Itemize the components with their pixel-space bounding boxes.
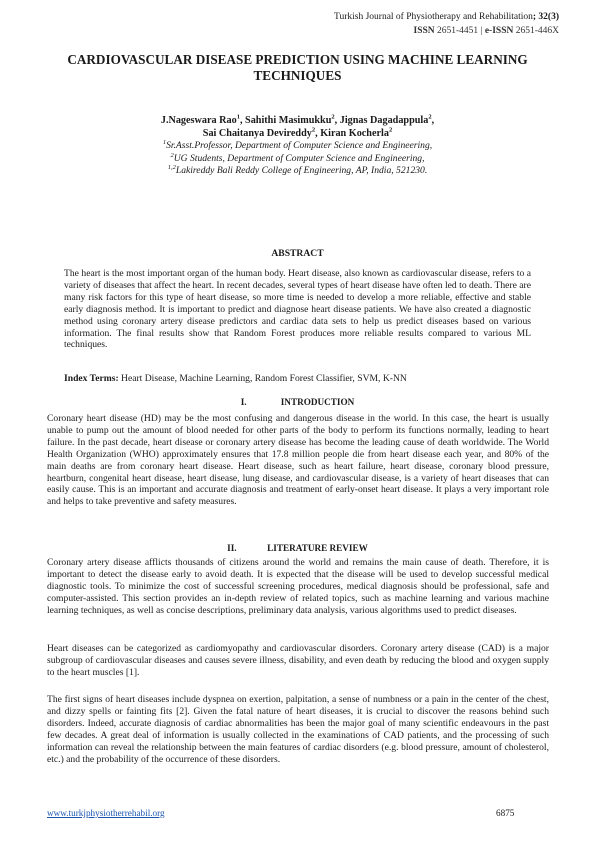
issn-value: 2651-4451 |: [434, 26, 485, 36]
journal-header: [334, 11, 559, 24]
body-paragraph: Coronary heart disease (HD) may be the most confusing and dangerous disease in the world. In this case, the heart is usually unable to pump out the amount of blood needed for other parts of the body to perform its functions normally, leading to heart failure. In the past decade, heart disease or coronary artery disease has become the leading cause of death worldwide. The World Health Organization (WHO) approximately ensures that 17.8 million people die from heart disease each year, and 80% of the main deaths are from coronary heart disease. Heart disease, such as heart failure, heart disease, coronary blood pressure, heartburn, congenital heart disease, heart disease, lung disease, and cardiovascular disease, is a variety of heart diseases that can easily cause. This is an important and accurate diagnosis and treatment of early-onset heart disease. It plays a very important role and helps to take preventive and safety measures.: [47, 413, 549, 508]
section-heading-literature-review: II. LITERATURE REVIEW: [227, 543, 368, 553]
index-terms-label: Index Terms:: [64, 373, 119, 384]
body-paragraph: Coronary artery disease afflicts thousands of citizens around the world and remains the main cause of death. Therefore, it is important to detect the disease early to avoid death. It is expected that the disease will be used to develop successful medical diagnostic tools. To minimize the cost of successful screening procedures, medical diagnosis should be professional, safe and computer-assisted. This section provides an in-depth review of related topics, such as machine learning and various machine learning techniques, as well as concise descriptions, preliminary data analysis, various algorithms used to predict diseases.: [47, 557, 549, 616]
paper-title: CARDIOVASCULAR DISEASE PREDICTION USING MACHINE LEARNING TECHNIQUES: [67, 52, 528, 83]
eissn-label: e-ISSN: [484, 26, 514, 36]
abstract-text: The heart is the most important organ of the human body. Heart disease, also known as cardiovascular disease, refers to a variety of diseases that affect the heart. In recent decades, several types of heart disease have often led to death. There are many risk factors for this type of heart disease, so more time is needed to develop a more reliable, effective and stable early diagnosis method. It is important to predict and diagnose heart disease patients. We have also created a diagnostic method using coronary artery disease predictors and cardiac data sets to help us predict diseases based on various information. The final results show that Random Forest produces more reliable results compared to various ML techniques.: [64, 268, 531, 351]
index-terms-text: Heart Disease, Machine Learning, Random Forest Classifier, SVM, K-NN: [118, 373, 407, 384]
affiliation: $^1$Sr.Asst.Professor, Department of Computer Science and Engineering,: [162, 138, 433, 151]
journal-volume: ; 32(3): [532, 12, 559, 22]
journal-website-link[interactable]: www.turkjphysiotherrehabil.org: [47, 808, 165, 818]
body-paragraph: Heart diseases can be categorized as cardiomyopathy and cardiovascular disorders. Coronary artery disease (CAD) is a major subgroup of cardiovascular diseases and causes severe illness, disability, and even death by reducing the blood and oxygen supply to the heart muscles [1].: [47, 643, 549, 678]
author: Kiran Kocherla$^2$: [320, 126, 393, 139]
body-paragraph: The first signs of heart diseases include dyspnea on exertion, palpitation, a sense of numbness or a pain in the center of the chest, and dizzy spells or fainting fits [2]. Given the fatal nature of heart diseases, it is crucial to discover the reasons behind such disorders. Indeed, accurate diagnosis of cardiac abnormalities has been the major goal of many scientific endeavours in the past few decades. A great deal of information is usually collected in the examinations of CAD patients, and the processing of such information can reveal the relationship between the main features of cardiac disorders (e.g. blood pressure, amount of cholesterol, etc.) and the probability of the occurrence of these disorders.: [47, 694, 549, 765]
affiliation-list: [40, 140, 555, 178]
eissn-value: 2651-446X: [513, 26, 559, 36]
author-list: [40, 114, 555, 140]
affiliation: $^2$UG Students, Department of Computer Science and Engineering,: [170, 151, 425, 164]
author: Jignas Dagadappula$^2$,: [339, 113, 435, 126]
page-number: 6875: [496, 808, 515, 818]
issn-line: [414, 25, 560, 38]
issn-label: ISSN: [413, 26, 435, 36]
section-heading-introduction: I. INTRODUCTION: [240, 397, 355, 407]
index-terms: [64, 373, 531, 385]
author: J.Nageswara Rao$^1$,: [160, 113, 246, 126]
affiliation: $^{1,2}$Lakireddy Bali Reddy College of Engineering, AP, India, 521230.: [167, 163, 428, 176]
author: Sahithi Masimukku$^2$,: [245, 113, 340, 126]
journal-name: Turkish Journal of Physiotherapy and Rehabilitation: [334, 12, 533, 22]
abstract-heading: ABSTRACT: [271, 248, 324, 259]
author: Sai Chaitanya Devireddy$^2$,: [202, 126, 321, 139]
